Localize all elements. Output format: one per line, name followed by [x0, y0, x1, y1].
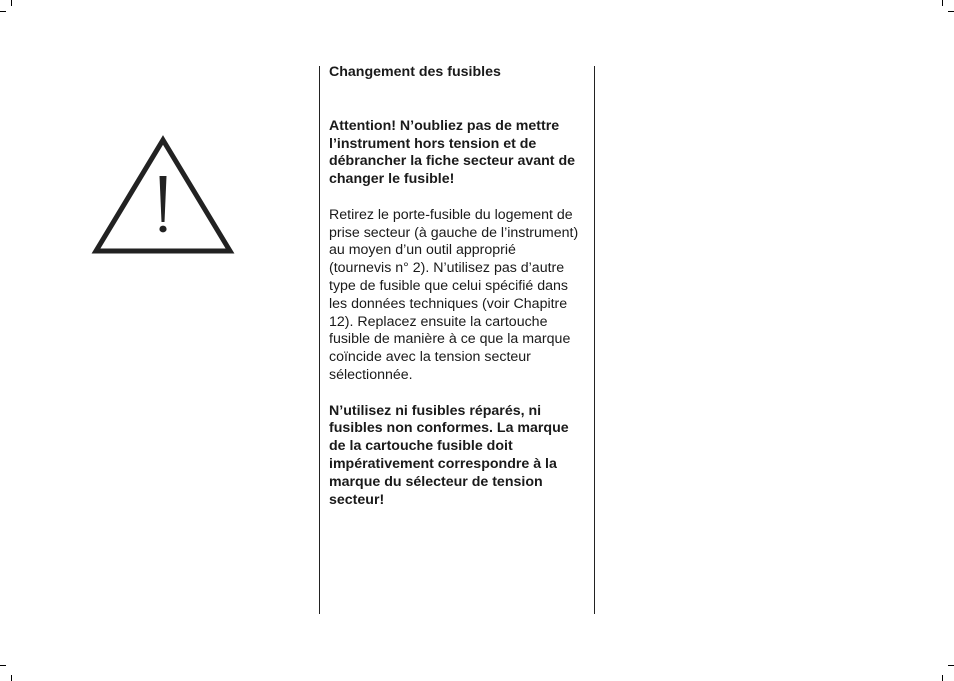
warning-text-power-off: Attention! N’oubliez pas de mettre l’instrument hors tension et de débrancher la fiche secteur avant de changer le fusible!: [329, 117, 576, 188]
crop-mark-top-left-v: [11, 0, 12, 6]
crop-mark-bottom-right-h: [948, 665, 954, 666]
fuse-change-section: [329, 64, 579, 509]
crop-mark-top-left-h: [0, 11, 6, 12]
warning-text-fuse-type: N’utilisez ni fusibles réparés, ni fusibles non conformes. La marque de la cartouche fusible doit impérativement correspondre à la marque du sélecteur de tension secteur!: [329, 402, 569, 508]
crop-mark-bottom-left-v: [11, 675, 12, 681]
column-rule-left: [319, 66, 320, 614]
crop-mark-bottom-right-v: [942, 675, 943, 681]
crop-mark-top-right-v: [942, 0, 943, 6]
section-heading: Changement des fusibles: [329, 64, 501, 80]
instructions-text: Retirez le porte-fusible du logement de prise secteur (à gauche de l’instrument) au moyen d’un outil approprié (tournevis n° 2). N’utilisez pas d’autre type de fusible que celui spécifié dans les données techniques (voir Chapitre 12). Replacez ensuite la cartouche fusible de manière à ce que la marque coïncide avec la tension secteur sélectionnée.: [329, 206, 579, 383]
crop-mark-bottom-left-h: [0, 665, 6, 666]
warning-triangle-icon: [91, 134, 235, 256]
column-rule-right: [594, 66, 595, 614]
crop-mark-top-right-h: [948, 11, 954, 12]
